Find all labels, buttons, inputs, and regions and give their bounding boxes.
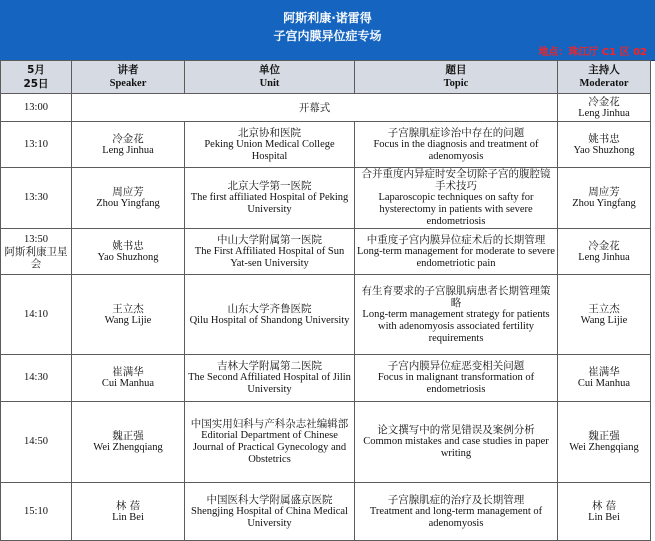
unit-en: The first affiliated Hospital of Peking University (190, 192, 349, 215)
header-date-day: 25日 (23, 78, 49, 90)
header-date (1, 61, 72, 94)
moderator-cn: 冷金花 (588, 239, 620, 252)
topic-cn: 有生育要求的子宫腺肌病患者长期管理策略 (361, 284, 551, 309)
unit-cell (185, 483, 355, 541)
speaker-cn: 崔满华 (112, 366, 144, 378)
table-row (1, 168, 651, 229)
topic-en: Long-term management for moderate to severe endometriotic pain (357, 245, 555, 269)
topic-cell (355, 275, 558, 355)
opening-ceremony: 开幕式 (72, 94, 558, 122)
unit-cn: 山东大学齐鲁医院 (227, 302, 312, 315)
speaker-en: Zhou Yingfang (96, 198, 160, 209)
moderator-cell (558, 483, 651, 541)
moderator-cn: 冷金花 (588, 95, 620, 108)
schedule-table (0, 60, 651, 541)
topic-cell (355, 402, 558, 483)
speaker-cell (72, 229, 185, 275)
moderator-en: Yao Shuzhong (573, 144, 635, 156)
moderator-cn: 周应芳 (588, 186, 620, 198)
topic-cell (355, 483, 558, 541)
moderator-en: Leng Jinhua (578, 251, 630, 263)
moderator-en: Lin Bei (588, 511, 620, 523)
topic-cn: 论文撰写中的常见错误及案例分析 (377, 424, 535, 436)
topic-en: Focus in malignant transformation of endometriosis (377, 372, 535, 395)
speaker-en: Cui Manhua (101, 378, 155, 389)
speaker-cell (72, 275, 185, 355)
moderator-cell (558, 355, 651, 402)
moderator-cell (558, 168, 651, 229)
unit-cn: 北京大学第一医院 (227, 180, 312, 192)
speaker-cn: 魏正强 (112, 430, 144, 442)
moderator-cell (558, 94, 651, 122)
moderator-cn: 魏正强 (588, 430, 620, 442)
unit-cn: 中国医科大学附属盛京医院 (206, 493, 333, 506)
unit-en: Editorial Department of Chinese Journal of Practical Gynecology and Obstetrics (192, 430, 347, 465)
unit-cell (185, 355, 355, 402)
speaker-cell (72, 402, 185, 483)
moderator-cn: 王立杰 (588, 302, 620, 315)
table-row (1, 229, 651, 275)
table-row (1, 402, 651, 483)
topic-cell (355, 122, 558, 168)
header-speaker-cn: 讲者 (117, 64, 139, 76)
speaker-en: Leng Jinhua (102, 144, 154, 156)
speaker-cell (72, 122, 185, 168)
moderator-en: Wei Zhengqiang (569, 442, 639, 453)
header-row (1, 61, 651, 94)
session-title: 子宫内膜异位症专场 (273, 29, 382, 43)
header-moderator-en: Moderator (579, 78, 629, 89)
speaker-en: Wei Zhengqiang (93, 442, 163, 453)
header-speaker (72, 61, 185, 94)
unit-cell (185, 122, 355, 168)
header-unit (185, 61, 355, 94)
unit-en: The First Affiliated Hospital of Sun Yat-sen University (194, 245, 345, 269)
session-banner (0, 0, 655, 61)
unit-en: Qilu Hospital of Shandong University (189, 314, 350, 326)
topic-en: Common mistakes and case studies in paper writing (363, 436, 549, 459)
time-cell: 14:50 (1, 402, 72, 483)
time-value: 13:50 (24, 233, 48, 245)
moderator-en: Wang Lijie (580, 314, 628, 326)
speaker-en: Lin Bei (112, 511, 144, 523)
unit-cn: 中国实用妇科与产科杂志社编辑部 (190, 418, 349, 430)
moderator-cn: 林 蓓 (591, 499, 617, 512)
time-cell: 15:10 (1, 483, 72, 541)
unit-cell (185, 275, 355, 355)
table-row (1, 122, 651, 168)
session-location: 地点：珠江厅 C1 区 02 (538, 47, 647, 58)
time-cell: 14:30 (1, 355, 72, 402)
header-topic-en: Topic (443, 78, 469, 89)
table-row (1, 355, 651, 402)
unit-cn: 吉林大学附属第二医院 (217, 360, 322, 372)
moderator-cell (558, 275, 651, 355)
topic-cn: 合并重度内异症时安全切除子宫的腹腔镜手术技巧 (361, 168, 551, 192)
speaker-cell (72, 168, 185, 229)
speaker-cell (72, 355, 185, 402)
table-row (1, 483, 651, 541)
header-moderator (558, 61, 651, 94)
unit-en: The Second Affiliated Hospital of Jilin University (188, 372, 351, 395)
header-unit-en: Unit (259, 78, 280, 89)
moderator-cn: 姚书忠 (588, 132, 620, 145)
time-cell: 13:30 (1, 168, 72, 229)
time-cell: 13:10 (1, 122, 72, 168)
time-cell: 14:10 (1, 275, 72, 355)
satellite-session-label: 阿斯利康卫星会 (4, 245, 68, 270)
unit-cn: 中山大学附属第一医院 (217, 233, 322, 246)
header-moderator-cn: 主持人 (588, 64, 620, 76)
topic-cell (355, 355, 558, 402)
topic-en: Laparoscopic techniques on safty for hysterectomy in patients with severe endometriosis (378, 192, 534, 227)
topic-cn: 中重度子宫内膜异位症术后的长期管理 (366, 233, 546, 246)
moderator-cell (558, 402, 651, 483)
header-unit-cn: 单位 (259, 64, 280, 76)
topic-cn: 子宫腺肌症的治疗及长期管理 (387, 493, 525, 506)
header-date-month: 5月 (27, 64, 45, 76)
speaker-cell (72, 483, 185, 541)
topic-cn: 子宫腺肌症诊治中存在的问题 (387, 126, 525, 139)
speaker-cn: 姚书忠 (112, 239, 144, 252)
time-cell (1, 229, 72, 275)
unit-cell (185, 168, 355, 229)
unit-cell (185, 229, 355, 275)
speaker-cn: 冷金花 (112, 132, 144, 145)
speaker-cn: 周应芳 (112, 186, 144, 198)
moderator-en: Leng Jinhua (578, 107, 630, 119)
unit-cell (185, 402, 355, 483)
topic-cn: 子宫内膜异位症恶变相关问题 (387, 360, 525, 372)
topic-en: Long-term management strategy for patients with adenomyosis associated fertility requirements (362, 308, 550, 344)
table-row (1, 94, 651, 122)
header-topic-cn: 题目 (445, 64, 467, 76)
session-sponsor-title: 阿斯利康·诺雷得 (283, 11, 372, 25)
topic-cell (355, 229, 558, 275)
unit-en: Peking Union Medical College Hospital (204, 138, 335, 162)
speaker-en: Yao Shuzhong (97, 251, 159, 263)
topic-en: Focus in the diagnosis and treatment of adenomyosis (373, 138, 539, 162)
moderator-cell (558, 229, 651, 275)
unit-cn: 北京协和医院 (238, 126, 301, 139)
moderator-cell (558, 122, 651, 168)
moderator-en: Cui Manhua (577, 378, 631, 389)
speaker-cn: 林 蓓 (115, 499, 141, 512)
moderator-cn: 崔满华 (588, 366, 620, 378)
speaker-en: Wang Lijie (104, 314, 152, 326)
header-speaker-en: Speaker (109, 78, 147, 89)
header-topic (355, 61, 558, 94)
unit-en: Shengjing Hospital of China Medical University (191, 505, 348, 529)
topic-en: Treatment and long-term management of adenomyosis (369, 505, 543, 529)
topic-cell (355, 168, 558, 229)
moderator-en: Zhou Yingfang (572, 198, 636, 209)
time-cell: 13:00 (1, 94, 72, 122)
speaker-cn: 王立杰 (112, 302, 144, 315)
table-row (1, 275, 651, 355)
